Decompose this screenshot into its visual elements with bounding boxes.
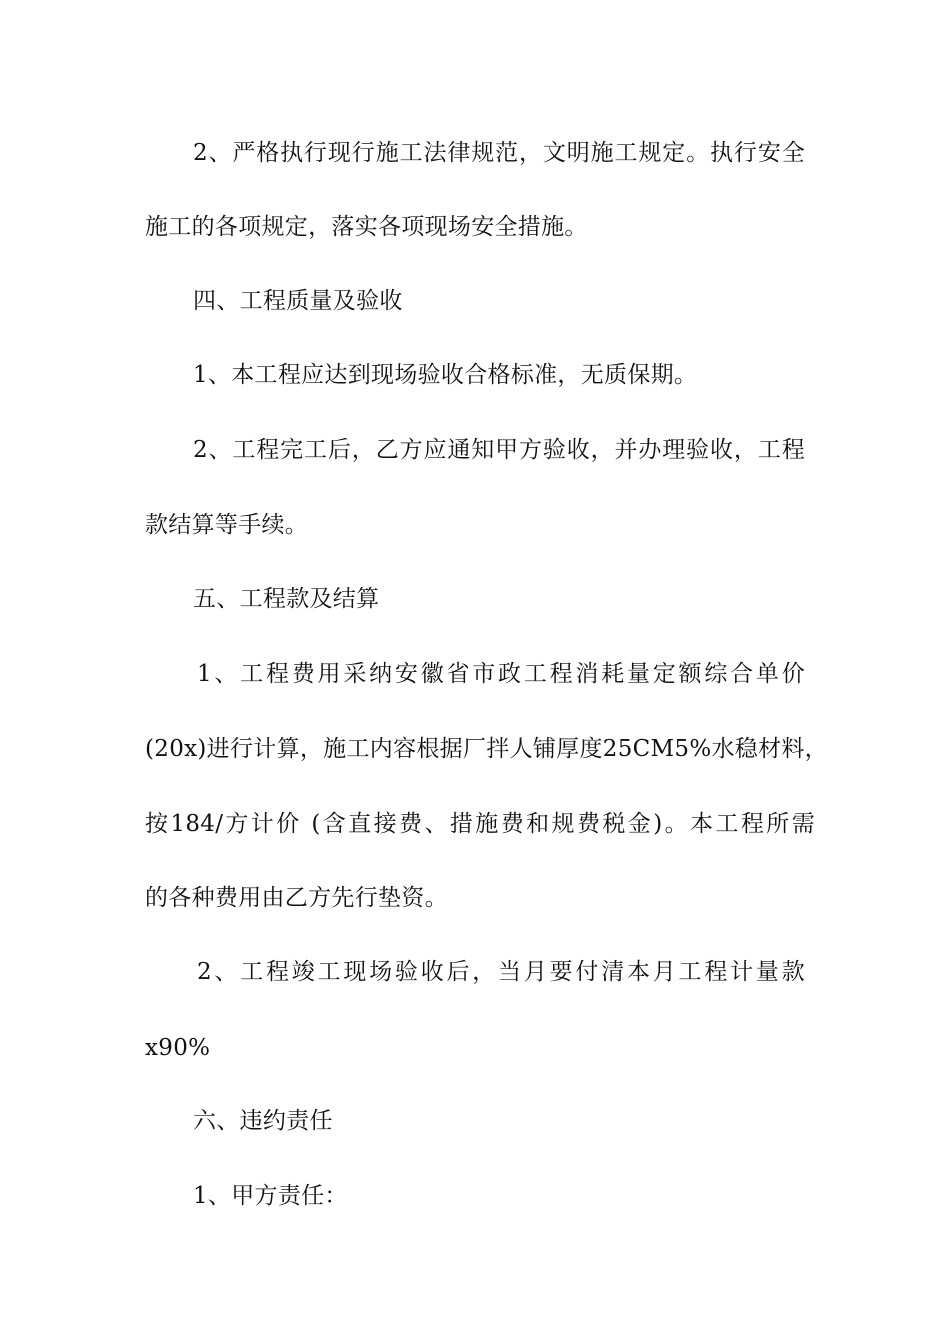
paragraph-line: 1、甲方责任： bbox=[193, 1183, 348, 1209]
paragraph-line: 2、工程竣工现场验收后，当月要付清本月工程计量款 bbox=[197, 959, 805, 985]
section-heading: 四、工程质量及验收 bbox=[193, 288, 403, 314]
paragraph-line: x90% bbox=[145, 1035, 211, 1061]
paragraph-line: 款结算等手续。 bbox=[145, 512, 309, 538]
section-heading: 六、违约责任 bbox=[193, 1108, 333, 1134]
paragraph-line: 2、严格执行现行施工法律规范，文明施工规定。执行安全 bbox=[193, 140, 805, 166]
paragraph-line: 1、工程费用采纳安徽省市政工程消耗量定额综合单价 bbox=[197, 661, 805, 687]
paragraph-line: 按184/方计价 (含直接费、措施费和规费税金)。本工程所需 bbox=[145, 811, 815, 837]
paragraph-line: 1、本工程应达到现场验收合格标准，无质保期。 bbox=[193, 362, 698, 388]
section-heading: 五、工程款及结算 bbox=[193, 586, 380, 612]
paragraph-line: (20x)进行计算，施工内容根据厂拌人铺厚度25CM5%水稳材料， bbox=[145, 736, 828, 762]
paragraph-line: 2、工程完工后，乙方应通知甲方验收，并办理验收，工程 bbox=[193, 437, 805, 463]
paragraph-line: 的各种费用由乙方先行垫资。 bbox=[145, 885, 448, 911]
paragraph-line: 施工的各项规定，落实各项现场安全措施。 bbox=[145, 214, 588, 240]
